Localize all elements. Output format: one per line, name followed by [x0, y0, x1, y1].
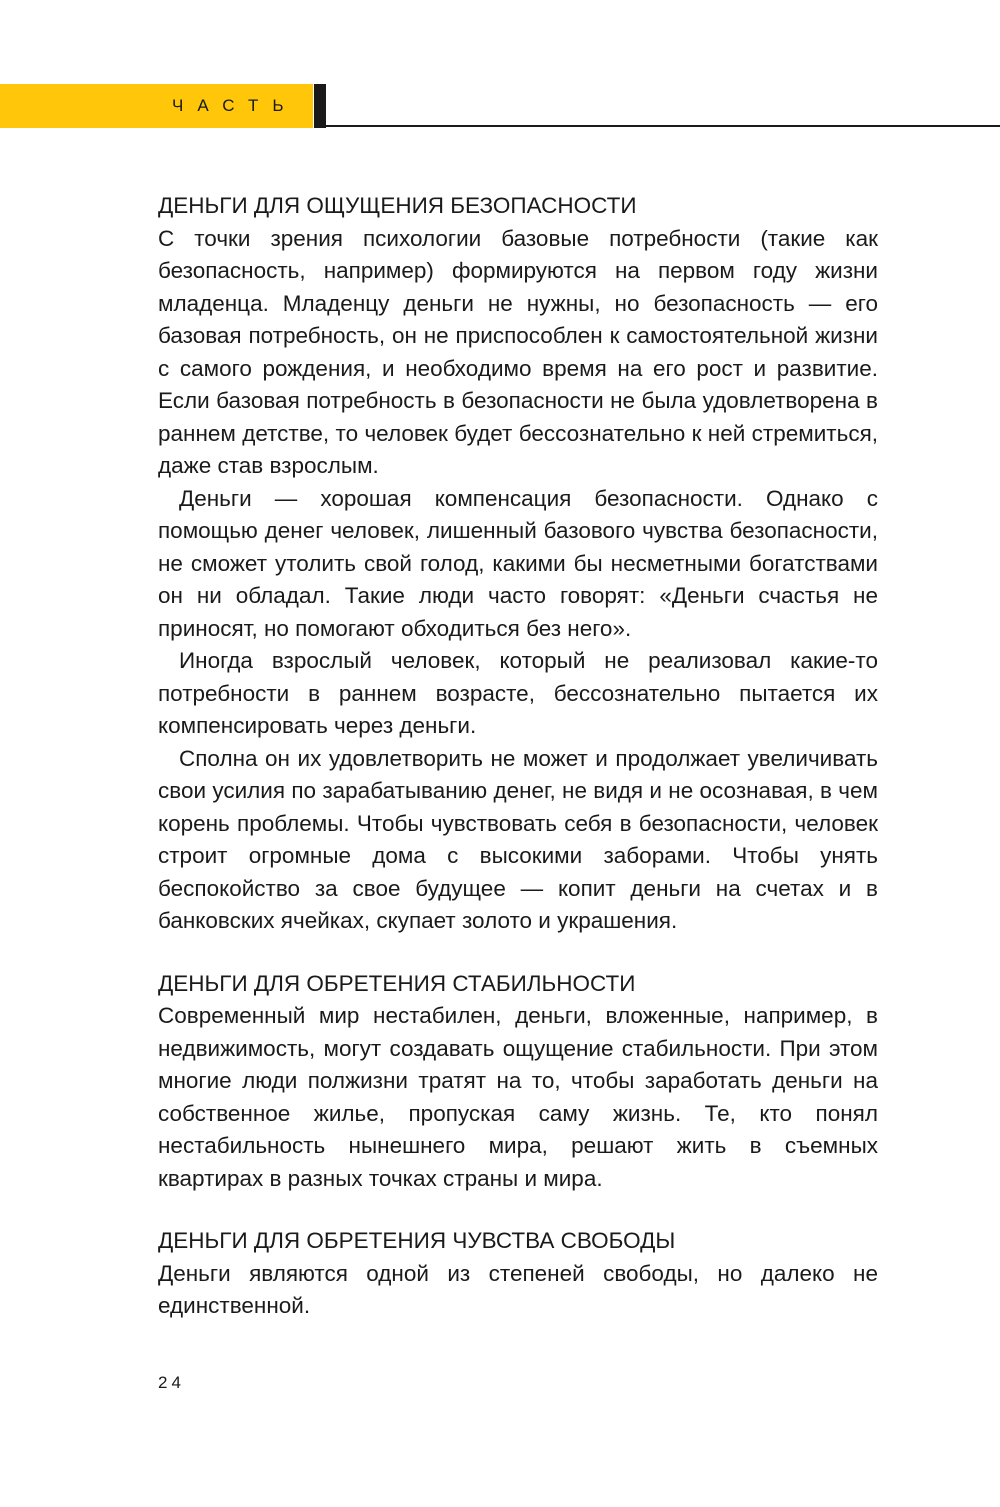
section-heading: ДЕНЬГИ ДЛЯ ОЩУЩЕНИЯ БЕЗОПАСНОСТИ: [158, 193, 637, 218]
section-heading: ДЕНЬГИ ДЛЯ ОБРЕТЕНИЯ ЧУВСТВА СВОБОДЫ: [158, 1228, 676, 1253]
paragraph: Современный мир нестабилен, деньги, вложенные, например, в недвижимость, могут создавать ощущение стабильности. При этом многие люди полжизни тратят на то, чтобы заработать деньги на собственное жилье, пропуская саму жизнь. Те, кто понял нестабильность нынешнего мира, решают жить в съемных квартирах в разных точках страны и мира.: [158, 1003, 878, 1191]
paragraph: С точки зрения психологии базовые потребности (такие как безопасность, например) формируются на первом году жизни младенца. Младенцу деньги не нужны, но безопасность — его базовая потребность, он не приспособлен к самостоятельной жизни с самого рождения, и необходимо время на его рост и развитие. Если базовая потребность в безопасности не была удовлетворена в раннем детстве, то человек будет бессознательно к ней стремиться, даже став взрослым.: [158, 225, 878, 478]
section-safety: [158, 190, 878, 938]
section-heading: ДЕНЬГИ ДЛЯ ОБРЕТЕНИЯ СТАБИЛЬНОСТИ: [158, 970, 636, 996]
paragraph: Деньги — хорошая компенсация безопасности. Однако с помощью денег человек, лишенный базового чувства безопасности, не сможет утолить свой голод, какими бы несметными богатствами он ни обладал. Такие люди часто говорят: «Деньги счастья не приносят, но помогают обходиться без него».: [158, 485, 878, 641]
paragraph: Сполна он их удовлетворить не может и продолжает увеличивать свои усилия по зарабатыванию денег, не видя и не осознавая, в чем корень проблемы. Чтобы чувствовать себя в безопасности, человек строит огромные дома с высокими заборами. Чтобы унять беспокойство за свое будущее — копит деньги на счетах и в банковских ячейках, скупает золото и украшения.: [158, 745, 878, 933]
header-rule: [326, 125, 1000, 127]
section-freedom: [158, 1225, 878, 1323]
page-body: [158, 190, 878, 1353]
part-label: ЧАСТЬ: [172, 96, 298, 115]
paragraph: Деньги являются одной из степеней свободы, но далеко не единственной.: [158, 1260, 878, 1318]
section-stability: [158, 968, 878, 1196]
paragraph: Иногда взрослый человек, который не реализовал какие-то потребности в раннем возрасте, бессознательно пытается их компенсировать через деньги.: [158, 648, 878, 738]
part-header-marker: [314, 84, 326, 128]
page-number: 24: [158, 1373, 185, 1392]
